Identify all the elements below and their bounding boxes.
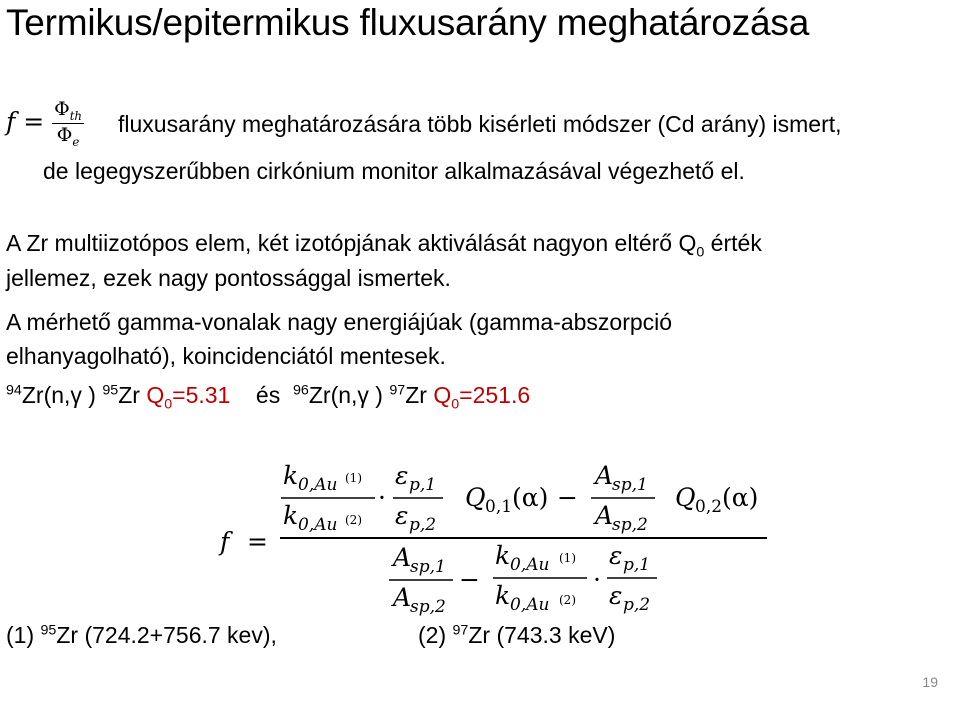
svg-text:k: k [495,581,511,610]
r2-reaction: Zr(n,γ ) [308,382,383,408]
page-number: 19 [922,674,938,690]
svg-text:ε: ε [395,461,409,490]
svg-text:p,2: p,2 [623,595,651,615]
note-1: (1) $^{95}$Zr (724.2+756.7 kev), [6,622,277,648]
r2-product-mass: 97 [389,382,406,399]
paragraph-1-line-2: jellemez, ezek nagy pontossággal ismertek. [6,265,451,291]
svg-text:sp,2: sp,2 [612,515,648,535]
svg-text:sp,1: sp,1 [410,557,446,577]
r2-q-value: $Q_0=251.6$ [433,382,531,413]
svg-text:0,Au: 0,Au [298,515,338,535]
intro-line-2: de legegyszerűbben cirkónium monitor alkalmazásával végezhető el. [43,158,745,184]
r2-mass: 96 [293,382,309,399]
and-word: és [255,382,281,408]
svg-text:ε: ε [395,501,409,530]
svg-text:p,1: p,1 [623,555,651,575]
flux-ratio-derivation-formula [215,452,775,622]
paragraph-1-text: A Zr multiizotópos elem, két izotópjának aktiválását nagyon eltérő Q [6,230,697,256]
page-title: Termikus/epitermikus fluxusarány meghatározása [6,2,810,43]
intro-line-1: fluxusarány meghatározására több kisérleti módszer (Cd arány) ismert, [118,111,842,137]
svg-text:k: k [495,541,511,570]
svg-text:sp,1: sp,1 [612,475,648,495]
svg-text:k: k [283,461,299,490]
svg-text:Q: Q [465,483,486,512]
svg-text:k: k [283,501,299,530]
r1-product: Zr [118,382,147,408]
svg-text:·: · [378,483,386,512]
svg-text:p,1: p,1 [409,475,437,495]
note-2: (2) $^{97}$Zr (743.3 keV) [418,622,616,648]
svg-text:ε: ε [609,581,623,610]
svg-text:A: A [393,583,412,612]
svg-text:p,2: p,2 [409,515,437,535]
svg-text:(1): (1) [559,551,576,565]
svg-text:0,1: 0,1 [485,497,513,517]
svg-text:sp,2: sp,2 [410,597,446,617]
r1-mass: 94 [6,382,22,399]
r1-product-mass: 95 [102,382,119,399]
svg-text:A: A [595,461,614,490]
svg-text:(2): (2) [559,593,576,607]
svg-text:=: = [247,527,268,556]
svg-text:0,2: 0,2 [695,497,723,517]
r1-reaction: Zr(n,γ ) [21,382,96,408]
r2-product: Zr [405,382,434,408]
svg-text:0,Au: 0,Au [510,595,550,615]
svg-text:Q: Q [675,483,696,512]
svg-text:·: · [593,565,601,594]
svg-text:(1): (1) [345,471,362,485]
svg-text:(α): (α) [512,483,549,512]
svg-text:f: f [220,527,230,556]
paragraph-2-line-1: A mérhető gamma-vonalak nagy energiájúak (gamma-abszorpció [6,309,673,335]
r1-q-value: $Q_0=5.31$ [146,382,231,413]
svg-text:(2): (2) [345,513,362,527]
reaction-line [6,382,530,413]
paragraph-2-line-2: elhanyagolható), koincidenciától mentesek. [6,343,446,369]
svg-text:ε: ε [609,541,623,570]
q-subscript: 0 [696,244,705,261]
svg-text:0,Au: 0,Au [510,555,550,575]
svg-text:(α): (α) [722,483,759,512]
svg-text:A: A [393,543,412,572]
paragraph-1-end: érték [704,230,762,256]
svg-text:A: A [595,501,614,530]
svg-text:−: − [557,483,578,512]
paragraph-1-line-1 [6,230,762,261]
svg-text:0,Au: 0,Au [298,475,338,495]
svg-text:−: − [459,565,480,594]
flux-ratio-formula: f = $\frac{\Phi_{th}}{\Phi_e}$ [6,98,82,149]
